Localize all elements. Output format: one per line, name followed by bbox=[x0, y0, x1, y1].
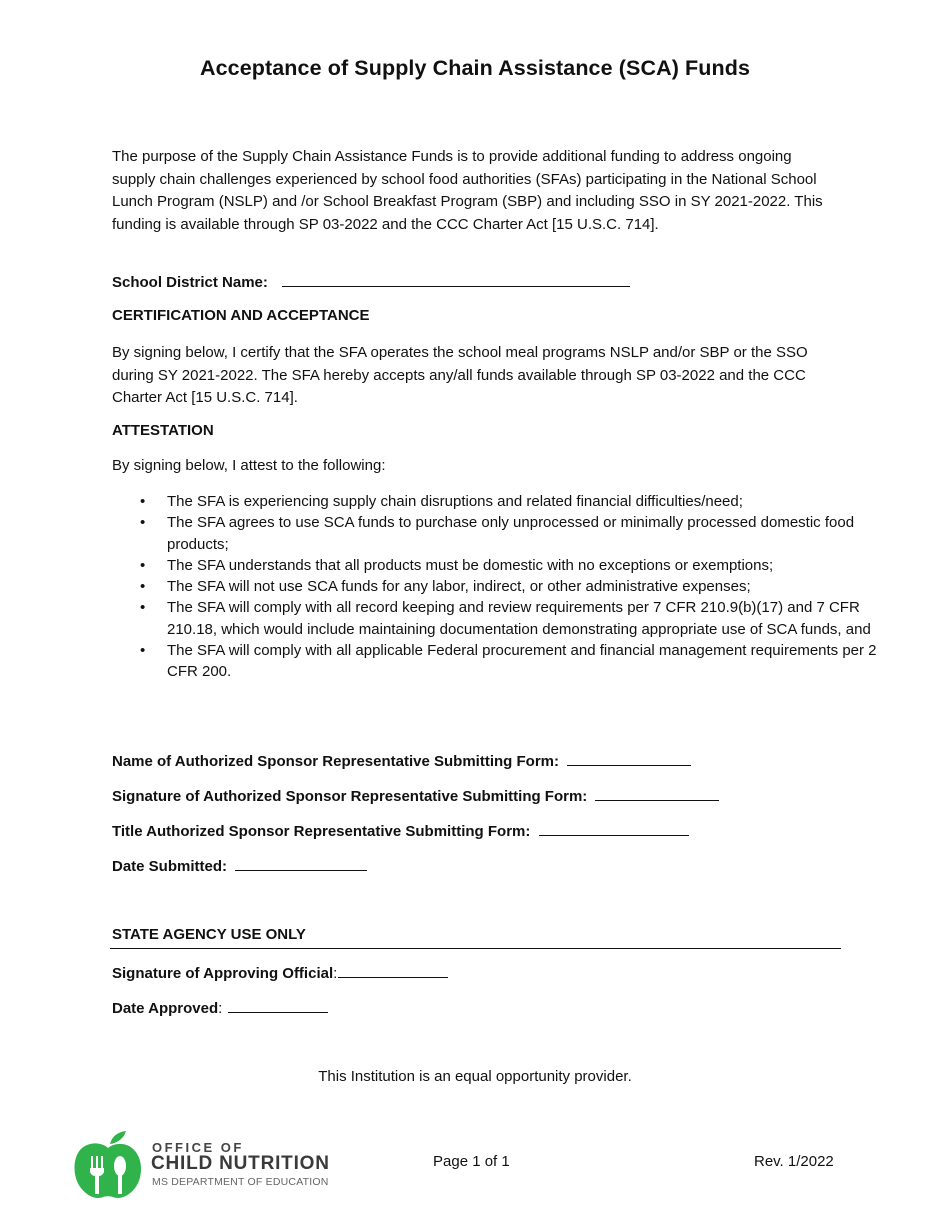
attestation-heading: ATTESTATION bbox=[112, 422, 214, 439]
date-approved-input[interactable] bbox=[228, 998, 328, 1013]
school-district-label: School District Name: bbox=[112, 274, 268, 291]
date-submitted-input[interactable] bbox=[235, 856, 367, 871]
state-agency-heading: STATE AGENCY USE ONLY bbox=[112, 926, 306, 943]
list-item: • The SFA will comply with all applicable Federal procurement and financial management requirements per 2 CFR 200. bbox=[167, 640, 895, 683]
equal-opportunity-statement: This Institution is an equal opportunity provider. bbox=[318, 1068, 632, 1085]
date-approved-label: Date Approved bbox=[112, 1000, 219, 1017]
date-submitted-row bbox=[112, 856, 367, 875]
intro-paragraph: The purpose of the Supply Chain Assistance Funds is to provide additional funding to address ongoing supply chain challenges experienced by school food authorities (SFAs) participating in the National School Lunch Program (NSLP) and /or School Breakfast Program (SBP) and including SSO in SY 2021-2022. This funding is available through SP 03-2022 and the CCC Charter Act [15 U.S.C. 714]. bbox=[112, 148, 823, 233]
sponsor-signature-input[interactable] bbox=[595, 786, 719, 801]
date-approved-colon: : bbox=[218, 1000, 223, 1017]
logo-line-3: MS DEPARTMENT OF EDUCATION bbox=[152, 1176, 329, 1188]
list-item: • The SFA understands that all products must be domestic with no exceptions or exemptions; bbox=[167, 555, 895, 576]
sponsor-title-row bbox=[112, 821, 689, 840]
approving-signature-colon: : bbox=[333, 965, 338, 982]
certification-heading: CERTIFICATION AND ACCEPTANCE bbox=[112, 307, 370, 324]
logo-line-1: OFFICE OF bbox=[152, 1140, 244, 1155]
approving-signature-row bbox=[112, 963, 448, 982]
sponsor-signature-row bbox=[112, 786, 719, 805]
approving-signature-label: Signature of Approving Official bbox=[112, 965, 334, 982]
certification-text: By signing below, I certify that the SFA operates the school meal programs NSLP and/or SBP or the SSO during SY 2021-2022. The SFA hereby accepts any/all funds available through SP 03-2022 and the CCC Charter Act [15 U.S.C. 714]. bbox=[112, 344, 808, 406]
list-item: • The SFA will not use SCA funds for any labor, indirect, or other administrative expenses; bbox=[167, 576, 895, 597]
apple-icon bbox=[72, 1130, 144, 1202]
attestation-list bbox=[112, 491, 895, 683]
document-title: Acceptance of Supply Chain Assistance (SCA) Funds bbox=[199, 56, 751, 80]
school-district-row bbox=[112, 272, 630, 291]
school-district-input[interactable] bbox=[282, 272, 630, 287]
sponsor-name-input[interactable] bbox=[567, 751, 691, 766]
list-item: • The SFA is experiencing supply chain disruptions and related financial difficulties/need; bbox=[167, 491, 895, 512]
list-item: • The SFA will comply with all record keeping and review requirements per 7 CFR 210.9(b)(17) and 7 CFR 210.18, which would include maintaining documentation demonstrating appropriate use of SCA funds, and bbox=[167, 597, 895, 640]
sponsor-signature-label: Signature of Authorized Sponsor Representative Submitting Form: bbox=[112, 788, 588, 805]
date-submitted-label: Date Submitted: bbox=[112, 858, 228, 875]
logo-line-2: CHILD NUTRITION bbox=[151, 1153, 330, 1174]
page-number: Page 1 of 1 bbox=[433, 1153, 510, 1170]
revision-label: Rev. 1/2022 bbox=[754, 1153, 834, 1170]
sponsor-title-label: Title Authorized Sponsor Representative Submitting Form: bbox=[112, 823, 531, 840]
sponsor-name-label: Name of Authorized Sponsor Representative Submitting Form: bbox=[112, 753, 559, 770]
date-approved-row bbox=[112, 998, 328, 1017]
office-of-child-nutrition-logo bbox=[72, 1130, 332, 1200]
section-divider bbox=[110, 948, 841, 949]
attestation-intro: By signing below, I attest to the following: bbox=[112, 457, 386, 474]
sponsor-name-row bbox=[112, 751, 691, 770]
sponsor-title-input[interactable] bbox=[539, 821, 689, 836]
list-item: • The SFA agrees to use SCA funds to purchase only unprocessed or minimally processed domestic food products; bbox=[167, 512, 895, 555]
approving-signature-input[interactable] bbox=[338, 963, 448, 978]
